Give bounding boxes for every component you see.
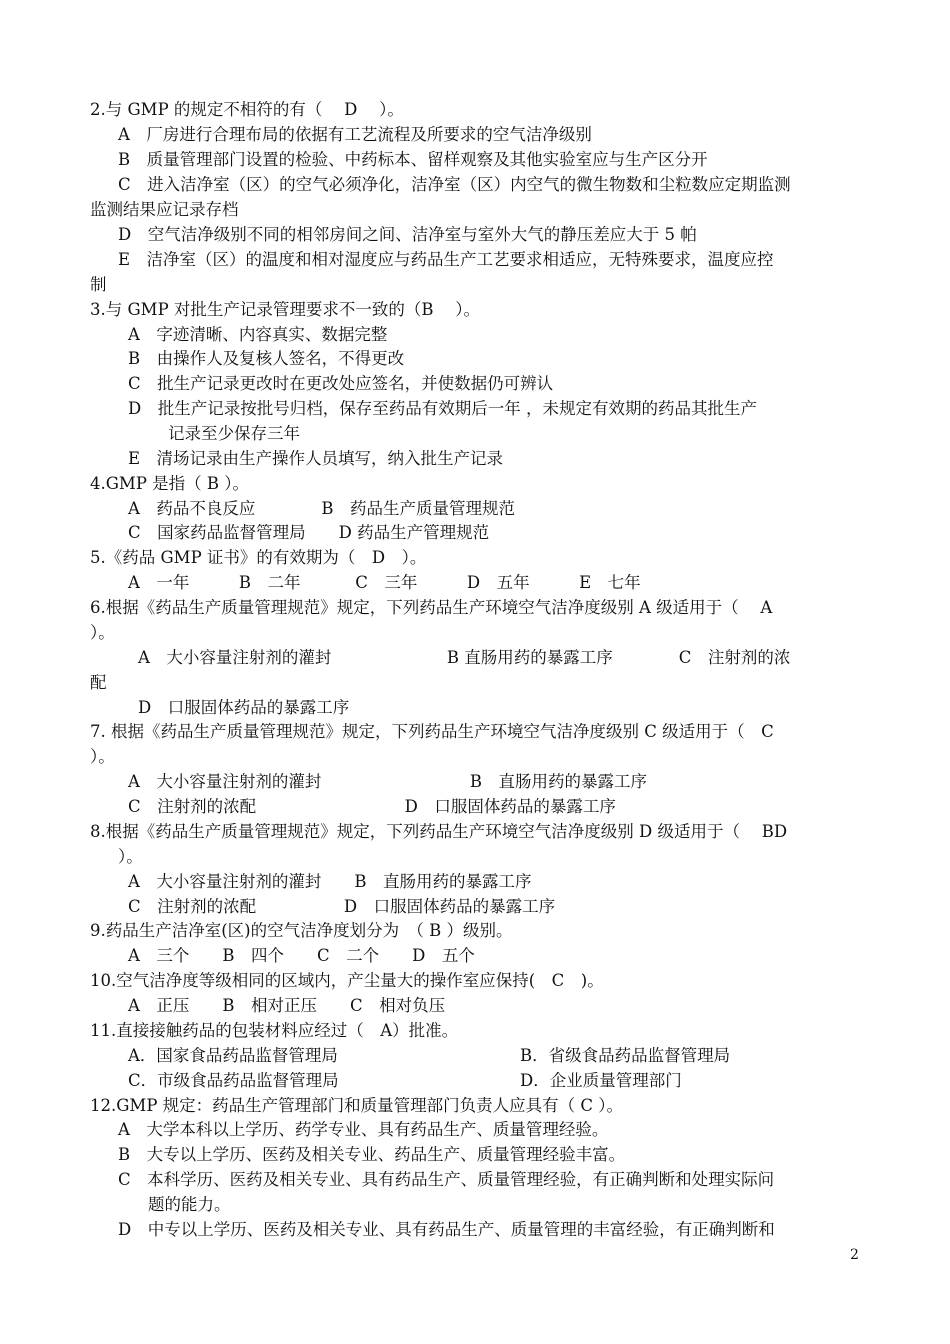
text-line: 2.与 GMP 的规定不相符的有（ D ）。 xyxy=(90,100,404,119)
text-line: ）。 xyxy=(118,847,143,866)
text-line: 记录至少保存三年 xyxy=(168,424,300,443)
text-line: 配 xyxy=(90,673,107,692)
text-line: A 厂房进行合理布局的依据有工艺流程及所要求的空气洁净级别 xyxy=(118,125,592,144)
text-line: C 本科学历、医药及相关专业、具有药品生产、质量管理经验，有正确判断和处理实际问 xyxy=(118,1170,775,1189)
text-line: D 批生产记录按批号归档，保存至药品有效期后一年 ，未规定有效期的药品其批生产 xyxy=(128,399,757,418)
text-line: 11.直接接触药品的包装材料应经过（ A）批准。 xyxy=(90,1021,459,1040)
text-line: 7. 根据《药品生产质量管理规范》规定，下列药品生产环境空气洁净度级别 C 级适用于（ C xyxy=(90,722,774,741)
text-line: C 注射剂的浓配 D 口服固体药品的暴露工序 xyxy=(128,897,556,916)
text-line: 8.根据《药品生产质量管理规范》规定，下列药品生产环境空气洁净度级别 D 级适用于（ BD xyxy=(90,822,788,841)
text-line: A．国家食品药品监督管理局 xyxy=(128,1046,338,1065)
text-line: A 大小容量注射剂的灌封 B 直肠用药的暴露工序 xyxy=(128,772,648,791)
text-line: 10.空气洁净度等级相同的区域内，产尘量大的操作室应保持( C )。 xyxy=(90,971,604,990)
text-line: 9.药品生产洁净室(区)的空气洁净度划分为 （ B ）级别。 xyxy=(90,921,513,940)
text-line: 题的能力。 xyxy=(148,1195,231,1214)
text-line: C 批生产记录更改时在更改处应签名，并使数据仍可辨认 xyxy=(128,374,554,393)
text-line: A 三个 B 四个 C 二个 D 五个 xyxy=(128,946,475,965)
text-line: D 中专以上学历、医药及相关专业、具有药品生产、质量管理的丰富经验，有正确判断和 xyxy=(118,1220,775,1239)
text-line: C 进入洁净室（区）的空气必须净化，洁净室（区）内空气的微生物数和尘粒数应定期监测 xyxy=(118,175,791,194)
text-line: 监测结果应记录存档 xyxy=(90,200,239,219)
text-line: 4.GMP 是指（ B ）。 xyxy=(90,474,250,493)
text-line: D．企业质量管理部门 xyxy=(520,1071,682,1090)
text-line: ）。 xyxy=(90,747,115,766)
text-line: 6.根据《药品生产质量管理规范》规定，下列药品生产环境空气洁净度级别 A 级适用于（ A xyxy=(90,598,773,617)
text-line: B 由操作人及复核人签名，不得更改 xyxy=(128,349,405,368)
text-line: A 药品不良反应 B 药品生产质量管理规范 xyxy=(128,499,516,518)
page-number: 2 xyxy=(850,1247,859,1263)
text-line: 12.GMP 规定：药品生产管理部门和质量管理部门负责人应具有（ C ）。 xyxy=(90,1096,624,1115)
text-line: C 注射剂的浓配 D 口服固体药品的暴露工序 xyxy=(128,797,616,816)
text-line: A 大学本科以上学历、药学专业、具有药品生产、质量管理经验。 xyxy=(118,1120,609,1139)
text-line: B 质量管理部门设置的检验、中药标本、留样观察及其他实验室应与生产区分开 xyxy=(118,150,708,169)
text-line: C．市级食品药品监督管理局 xyxy=(128,1071,339,1090)
text-line: 制 xyxy=(90,275,107,294)
text-line: 3.与 GMP 对批生产记录管理要求不一致的（B ）。 xyxy=(90,300,481,319)
text-line: ）。 xyxy=(90,623,115,642)
text-line: A 字迹清晰、内容真实、数据完整 xyxy=(128,325,388,344)
text-line: A 大小容量注射剂的灌封 B 直肠用药的暴露工序 xyxy=(128,872,532,891)
text-line: E 洁净室（区）的温度和相对湿度应与药品生产工艺要求相适应，无特殊要求，温度应控 xyxy=(118,250,774,269)
text-line: A 大小容量注射剂的灌封 B 直肠用药的暴露工序 C 注射剂的浓 xyxy=(138,648,791,667)
text-line: B．省级食品药品监督管理局 xyxy=(520,1046,731,1065)
text-line: D 口服固体药品的暴露工序 xyxy=(138,698,350,717)
text-line: B 大专以上学历、医药及相关专业、药品生产、质量管理经验丰富。 xyxy=(118,1145,626,1164)
text-line: A 一年 B 二年 C 三年 D 五年 E 七年 xyxy=(128,573,641,592)
text-line: A 正压 B 相对正压 C 相对负压 xyxy=(128,996,446,1015)
text-line: 5.《药品 GMP 证书》的有效期为（ D ）。 xyxy=(90,548,427,567)
text-line: D 空气洁净级别不同的相邻房间之间、洁净室与室外大气的静压差应大于 5 帕 xyxy=(118,225,697,244)
text-line: E 清场记录由生产操作人员填写，纳入批生产记录 xyxy=(128,449,504,468)
text-line: C 国家药品监督管理局 D 药品生产管理规范 xyxy=(128,523,490,542)
